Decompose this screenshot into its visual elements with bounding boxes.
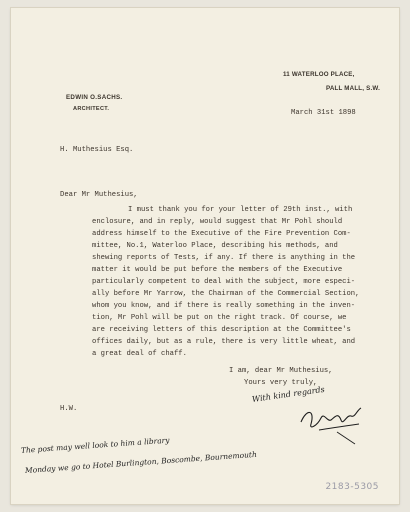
body-line: address himself to the Executive of the Fire Prevention Com-	[92, 230, 351, 238]
handwritten-note-line: Monday we go to Hotel Burlington, Boscombe, Bournemouth	[24, 449, 258, 475]
letter-date: March 31st 1898	[291, 109, 356, 117]
body-line: enclosure, and in reply, would suggest that Mr Pohl should	[92, 218, 343, 226]
body-line: a great deal of chaff.	[92, 350, 187, 358]
body-line: tion, Mr Pohl will be put on the right track. Of course, we	[92, 314, 347, 322]
signature-scribble	[297, 400, 367, 448]
body-line: offices daily, but as a rule, there is very little wheat, and	[92, 338, 356, 346]
archive-mark: 2183-5305	[325, 482, 379, 492]
body-line: ally before Mr Yarrow, the Chairman of the Commercial Section,	[92, 290, 360, 298]
signature	[297, 400, 367, 448]
letterhead-name: EDWIN O.SACHS.	[66, 94, 123, 101]
typist-initials: H.W.	[60, 405, 78, 413]
body-line: I must thank you for your letter of 29th inst., with	[128, 206, 353, 214]
salutation: Dear Mr Muthesius,	[60, 191, 138, 199]
closing-line: I am, dear Mr Muthesius,	[229, 367, 333, 375]
recipient-line: H. Muthesius Esq.	[60, 146, 134, 154]
closing-line: Yours very truly,	[244, 379, 318, 387]
letterhead-address-line-1: 11 WATERLOO PLACE,	[283, 71, 355, 78]
handwritten-note-line: The post may well look to him a library	[20, 435, 170, 455]
letterhead-title: ARCHITECT.	[73, 106, 110, 112]
letterhead-address-line-2: PALL MALL, S.W.	[326, 85, 380, 92]
body-line: matter it would be put before the members of the Executive	[92, 266, 343, 274]
letter-sheet	[11, 8, 399, 504]
body-line: particularly competent to deal with the subject, more especi-	[92, 278, 356, 286]
body-line: whom you know, and if there is really something in the inven-	[92, 302, 356, 310]
body-line: mittee, No.1, Waterloo Place, describing his methods, and	[92, 242, 338, 250]
body-line: shewing reports of Tests, if any. If there is anything in the	[92, 254, 356, 262]
handwritten-regards: With kind regards	[251, 384, 326, 404]
body-line: are receiving letters of this description at the Committee's	[92, 326, 351, 334]
